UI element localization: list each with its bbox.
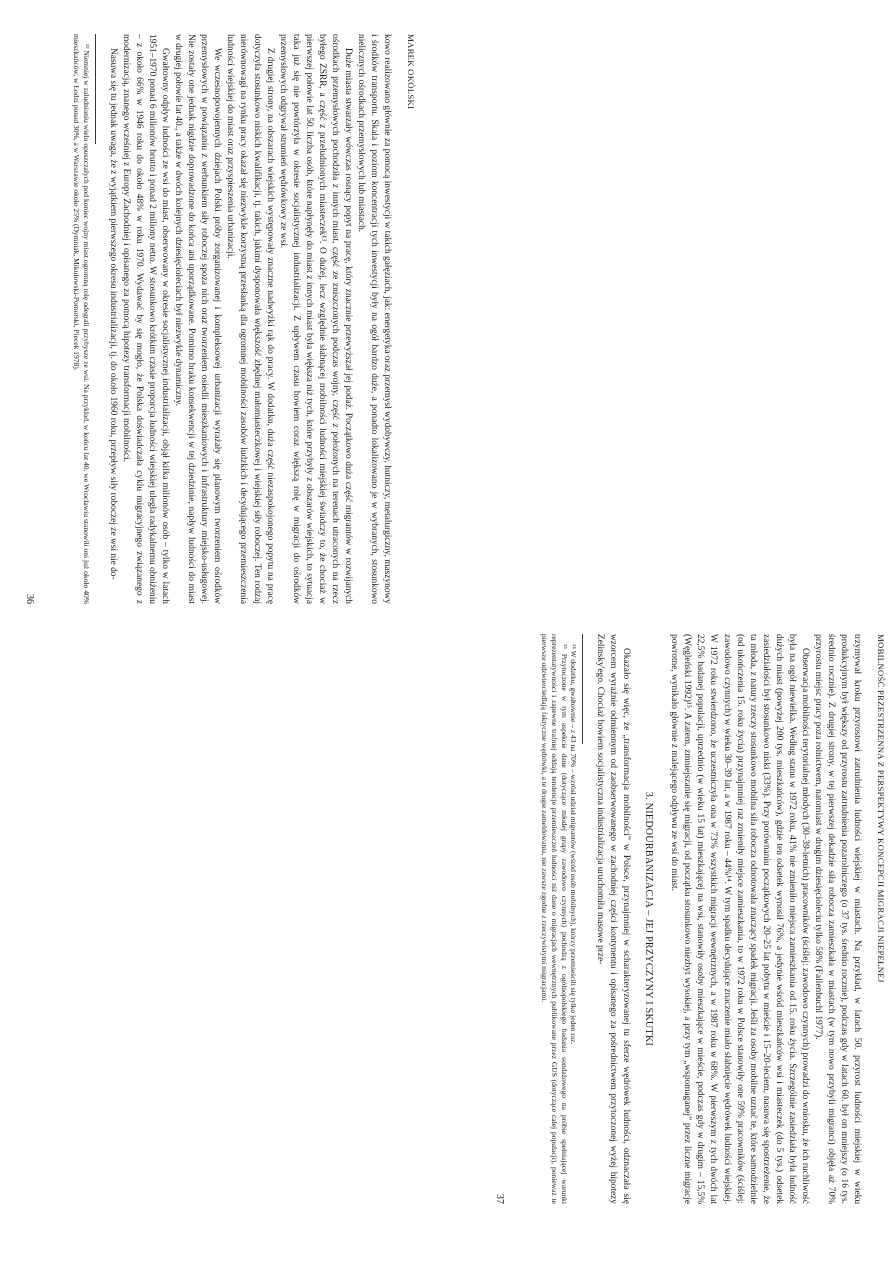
page-number: 37	[494, 1194, 506, 1204]
footnote-divider	[582, 634, 583, 744]
footnote-divider	[95, 34, 96, 144]
page-body	[540, 634, 863, 1204]
paragraph: trzymywał kroku przyrostowi zatrudnienia ludności wiejskiej w miastach. Na przykład, w latach 50. przyrost ludności miejskiej w wieku produkcyjnym był większy od przyrostu zatrudnienia pozarolniczego (o 37 tys. średnio rocznie), podczas gdy w latach 60. był on mniejszy (o 16 tys. średnio rocznie). Z drugiej strony, w tej pierwszej dekadzie siła robocza zamieszkała w miastach (w tym nowo przybyli migranci) objęła aż 70% przyrostu miejsc pracy poza rolnictwem, natomiast w drugim dziesięcioleciu tylko 58% (Fallenbuchl 1977).	[812, 634, 862, 1204]
page-37	[487, 628, 893, 1210]
page-36	[17, 28, 423, 610]
running-head-author: MAREK OKÓLSKI	[406, 34, 416, 110]
running-head	[873, 634, 887, 1204]
paragraph: Z drugiej strony, na obszarach wiejskich występowały znaczne nadwyżki rąk do pracy. W dodatku, duża część niezaspokojonego popytu na pracę dotyczyła stosunkowo niskich kwalifikacji, tj. takich, jakimi dysponowała większość zbędnej małomiasteczkowej i wiejskiej siły roboczej. Ten rodzaj nierównowagi na rynku pracy okazał się niezwykle korzystną przesłanką dla ogromnej mobilności zasobów ludzkich i decydującego przemieszczenia ludności wiejskiej do miast oraz przyspieszenia urbanizacji.	[225, 34, 275, 604]
footnote: ¹³ Niemniej w zaludnianiu wielu opuszczałych pod koniec wojny miast ogromną rolę odegrali przybysze ze wsi. Na przykład, w końcu lat 40. we Wrocławiu stanowili oni już około 40% mieszkańców, w Łodzi ponad 30%, a w Warszawie około 25% (Dymniak, Mikułowski-Pomorski, Piecek 1978).	[72, 34, 91, 604]
paragraph: We wczesnopowojennych dziejach Polski próby zorganizowanej i kompleksowej urbanizacji wyrażały się planowym tworzeniem ośrodków przemysłowych w powiązaniu z werbunkiem siły roboczej spoza nich oraz tworzeniem osiedli mieszkaniowych i infrastruktury miejsko-usługowej. Nie zostały one jednak nigdzie doprowadzone do końca ani uporządkowane. Pomimo braku konsekwencji w tej dziedzinie, napływ ludności do miast w drugiej połowie lat 40., a także w dwóch kolejnych dziesięcioleciach był niezwykle dynamiczny.	[173, 34, 223, 604]
footnotes	[540, 634, 578, 1204]
paragraph: Duże miasta stwarzały wówczas rosnący popyt na pracę, który znacznie przewyższał jej podaż. Początkowo duża część migrantów w rozwijanych ośrodkach przemysłowych pochodziła z innych miast, część ze zniszczonych podczas wojny, część z położonych na terenach utraconych na rzecz byłego ZSRR, a część z przeludnionych miasteczek¹³. O dużej, lecz względnie słabnącej mobilności ludności miejskiej świadczy to, że chociaż w pierwszej połowie lat 50. liczba osób, które napłynęły do miast z innych miast była większa niż tych, które przybyły z obszarów wiejskich, to sytuacja taka już się nie powtórzyła w okresie socjalistycznej industrializacji. Z upływem czasu bowiem coraz większą rolę w migracji do ośrodków przemysłowych odgrywał strumień wędrówkowy ze wsi.	[277, 34, 353, 604]
section-heading: 3. NIEDOURBANIZACJA – JEJ PRZYCZYNY I SKUTKI	[643, 791, 655, 1047]
running-head-title: MOBILNOŚĆ PRZESTRZENNA Z PERSPEKTYWY KONCEPCJI MIGRACJI NIEPEŁNEJ	[876, 634, 886, 983]
paragraph: kowo realizowano głównie za pomocą inwestycji w takich gałęziach, jak: energetyka oraz przemysł wydobywczy, hutniczy, metalurgiczny, maszynowy i środków transportu. Skala i poziom koncentracji tych inwestycji były na ogół bardzo duże, a ponadto lokalizowano je w wybranych, stosunkowo nielicznych ośrodkach przemysłowych lub miastach.	[355, 34, 392, 604]
footnote: ¹⁴ W dodatku, gwałtownie – z 43 na 70% – wzrósł udział migrantów (wśród osób mobilnych), którzy przemieścili się tylko jeden raz.	[569, 644, 579, 1045]
page-number: 36	[24, 594, 36, 604]
footnotes	[72, 34, 91, 604]
footnote: ¹⁵ Przytoczone w tym aspekcie dane (dotyczące młodej grupy zawodowo czynnych) pochodzą z ogólnopolskiego badania sondażowego na próbie spełniającej warunki reprezentatywności i zapewne trafniej oddają tendencje przemieszczeń ludności niż dane o migracjach wewnętrznych publikowane przez GUS (dotyczące całej populacji), ponieważ te pierwsze odzwierciedlają faktyczne wędrówki, a te drugie zameldowania, nie zawsze zgodne z rzeczywistymi migracjami.	[540, 634, 569, 1204]
paragraph: Gwałtowny odpływ ludności ze wsi do miast, obserwowany w okresie socjalistycznej industrializacji, objął kilka milionów osób – tylko w latach 1951–1970 ponad 6 milionów brutto i ponad 2 miliony netto. W stosunkowo krótkim czasie proporcja ludności wiejskiej uległa radykalnemu obniżeniu – z około 66% w 1946 roku do około 48% w roku 1970. Wydawać by się mogło, że Polska doświadczała cyklu migracyjnego związanego z modernizacją, znanego wcześniej z Europy Zachodniej i opisanego za pomocą hipotezy transformacji mobilności.	[121, 34, 171, 604]
paragraph: Obserwacja mobilności terytorialnej młodych (30–39-letnich) pracowników (ściślej: zawodowo czynnych) prowadzi do wniosku, że ich ruchliwość była na ogół niewielka. Według stanu w 1972 roku, 41% nie zmieniło miejsca zamieszkania od 15. roku życia. Szczególnie zasiedziała była ludność dużych miast (powyżej 200 tys. mieszkańców), gdzie ten odsetek wynosił 76%, a jedynie wśród mieszkańców wsi i miasteczek (do 5 tys.) odsetek zasiedziałości był stosunkowo niski (33%). Przy porównaniu początkowych 20–25 lat pobytu w mieście i 15–20-leciem, nasuwa się spostrzeżenie, że ta młoda, z natury rzeczy stosunkowo mobilna siła robocza odnotowała znaczący spadek migracji. Jeśli za osoby mobilne uznać te, które samodzielnie (od ukończenia 15. roku życia) przynajmniej raz zmieniły miejsce zamieszkania, to w 1972 roku w Polsce stanowiły one 59% pracowników (ściślej: zawodowo czynnych) w wieku 30–39 lat, a w 1987 roku – 44%¹⁴. W tym spadku decydujące znaczenie miało słabnięcie wędrówek ludności wiejskiej. W 1972 roku stwierdzono, że uczestniczyła ona w 73% wszystkich migracji wewnętrznych, a w 1987 roku w 68%. W pierwszym z tych dwóch lat 22,5% badanej populacji, uprzednio (w wieku 15 lat) mieszkającej na wsi, stanowiły osoby mieszkające w mieście, podczas gdy w drugim – 15,5% (Węgleński 1992)¹⁵. A zatem, zmniejszanie się migracji, od początku stosunkowo niezbyt wysokiej, a przy tym „wspomaganej” przez liczne migracje powrotne, wynikało głównie z malejącego odpływu ze wsi do miast.	[669, 634, 810, 1204]
paragraph: Nasuwa się tu jednak uwaga, że z wyjątkiem pierwszego okresu industrializacji, tj. do około 1960 roku, przepływ siły roboczej ze wsi nie do-	[108, 48, 119, 580]
running-head	[403, 34, 417, 604]
page-body	[72, 34, 393, 604]
paragraph: Okazało się więc, że „transformacja mobilności” w Polsce, przynajmniej w scharakteryzowanej tu sferze wędrówek ludności, odznaczała się wzorcem wyraźnie odmiennym od zaobserwowanego w zachodniej części kontynentu i opisanego za pośrednictwem przytoczonej wyżej hipotezy Zelinsky'ego. Chociaż bowiem socjalistyczna industrializacja uruchomiła masowe prze-	[595, 634, 632, 1204]
